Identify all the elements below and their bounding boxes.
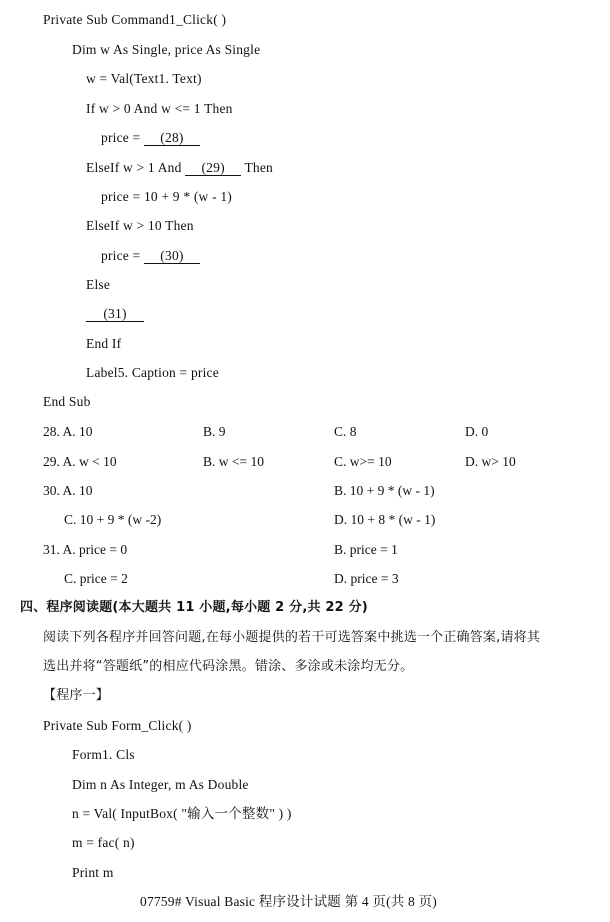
option-28-c: C. 8 [334,424,357,439]
code-line: End If [86,336,122,351]
option-30-b: B. 10 + 9 * (w - 1) [334,483,435,498]
section-heading: 四、程序阅读题(本大题共 11 小题,每小题 2 分,共 22 分) [20,600,368,615]
instruction-line: 阅读下列各程序并回答问题,在每小题提供的若干可选答案中挑选一个正确答案,请将其 [43,630,541,645]
option-30-a: 30. A. 10 [43,483,93,498]
code-line: Private Sub Form_Click( ) [43,718,192,733]
option-30-d: D. 10 + 8 * (w - 1) [334,512,436,527]
code-line [101,130,200,146]
page-footer: 07759# Visual Basic 程序设计试题 第 4 页(共 8 页) [140,894,437,909]
option-31-b: B. price = 1 [334,542,398,557]
code-line [86,306,144,322]
blank-29: (29) [185,160,241,176]
code-line: Dim w As Single, price As Single [72,42,261,57]
instruction-line: 选出并将“答题纸”的相应代码涂黑。错涂、多涂或未涂均无分。 [43,659,414,674]
option-28-b: B. 9 [203,424,226,439]
code-line: price = 10 + 9 * (w - 1) [101,189,232,204]
code-text: ElseIf w > 1 And [86,160,186,175]
code-text: price = [101,130,144,145]
option-30-c: C. 10 + 9 * (w -2) [64,512,162,527]
blank-30: (30) [144,248,200,264]
code-line [101,248,200,264]
code-line [86,160,273,176]
code-line: Else [86,277,111,292]
option-29-b: B. w <= 10 [203,454,264,469]
option-29-d: D. w> 10 [465,454,516,469]
option-31-d: D. price = 3 [334,571,399,586]
code-text: price = [101,248,144,263]
code-line: ElseIf w > 10 Then [86,218,194,233]
code-line: m = fac( n) [72,835,135,850]
code-line: Form1. Cls [72,747,135,762]
code-line: Private Sub Command1_Click( ) [43,12,227,27]
option-31-c: C. price = 2 [64,571,128,586]
option-31-a: 31. A. price = 0 [43,542,128,557]
option-29-c: C. w>= 10 [334,454,392,469]
option-28-a: 28. A. 10 [43,424,93,439]
code-line: Dim n As Integer, m As Double [72,777,249,792]
option-28-d: D. 0 [465,424,489,439]
blank-28: (28) [144,130,200,146]
code-line: If w > 0 And w <= 1 Then [86,101,233,116]
code-text: Then [241,160,274,175]
blank-31: (31) [86,306,144,322]
option-29-a: 29. A. w < 10 [43,454,117,469]
code-line: w = Val(Text1. Text) [86,71,202,86]
code-line: Label5. Caption = price [86,365,219,380]
code-line: n = Val( InputBox( "输入一个整数" ) ) [72,806,292,821]
code-line: Print m [72,865,114,880]
code-line: End Sub [43,394,91,409]
program-title: 【程序一】 [43,688,110,703]
